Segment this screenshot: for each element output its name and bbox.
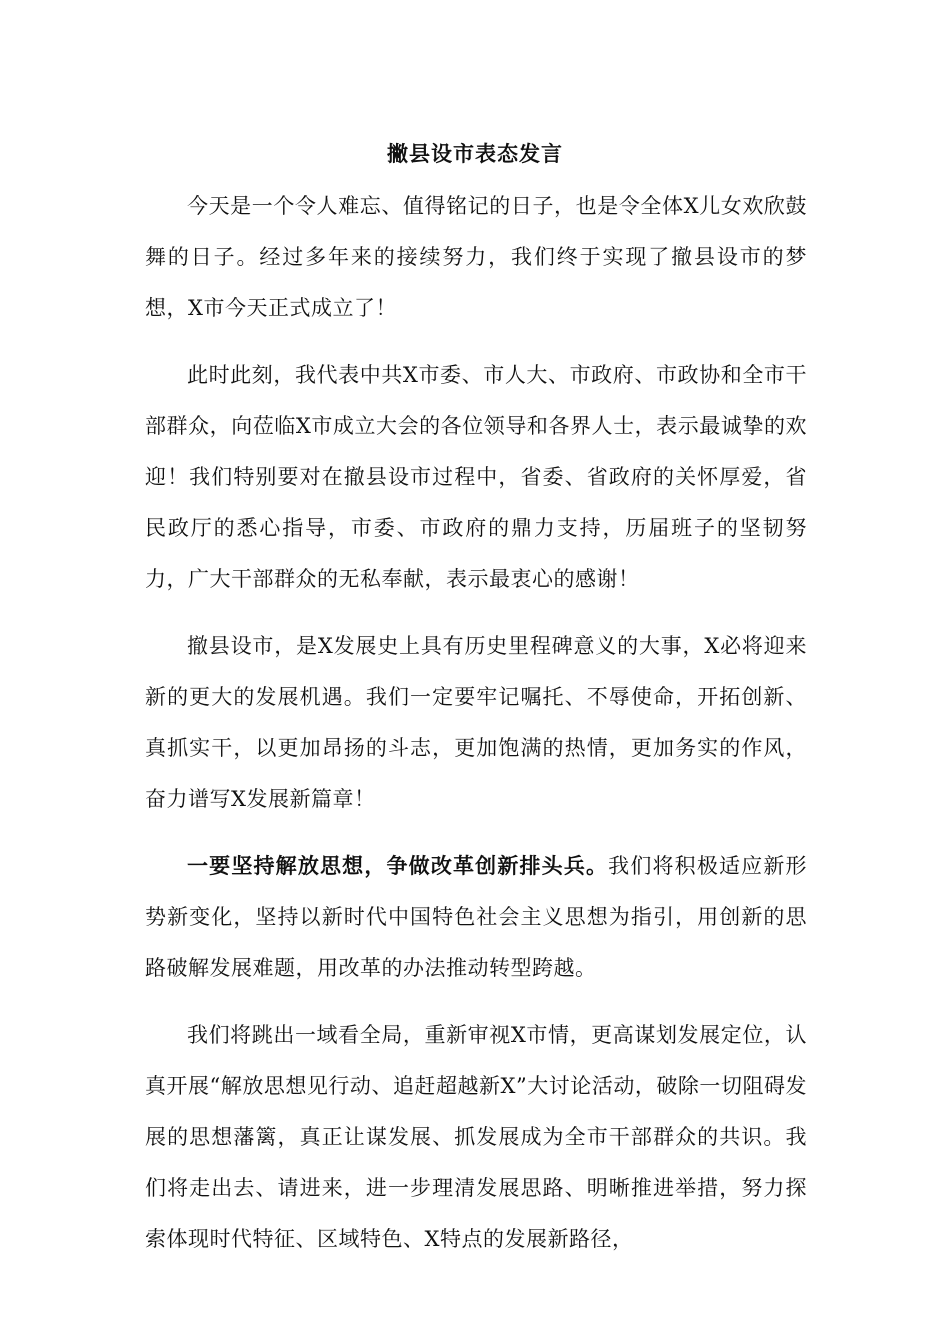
document-body <box>145 181 807 1281</box>
paragraph-text: 此时此刻，我代表中共X市委、市人大、市政府、市政协和全市干部群众，向莅临X市成立大会的各位领导和各界人士，表示最诚挚的欢迎！我们特别要对在撤县设市过程中，省委、省政府的关怀厚爱，省民政厅的悉心指导，市委、市政府的鼎力支持，历届班子的坚韧努力，广大干部群众的无私奉献，表示最衷心的感谢！ <box>145 363 807 591</box>
paragraph-text: 撤县设市，是X发展史上具有历史里程碑意义的大事，X必将迎来新的更大的发展机遇。我们一定要牢记嘱托、不辱使命，开拓创新、真抓实干，以更加昂扬的斗志，更加饱满的热情，更加务实的作风，奋力谱写X发展新篇章！ <box>145 634 807 811</box>
paragraph-4 <box>145 841 807 994</box>
paragraph-lead-heading: 一要坚持解放思想，争做改革创新排头兵。 <box>187 854 609 878</box>
paragraph-2 <box>145 350 807 605</box>
paragraph-text: 我们将积极适应新形势新变化，坚持以新时代中国特色社会主义思想为指引，用创新的思路破解发展难题，用改革的办法推动转型跨越。 <box>145 854 808 980</box>
paragraph-1 <box>145 181 807 334</box>
paragraph-text: 我们将跳出一域看全局，重新审视X市情，更高谋划发展定位，认真开展“解放思想见行动、追赶超越新X”大讨论活动，破除一切阻碍发展的思想藩篱，真正让谋发展、抓发展成为全市干部群众的共识。我们将走出去、请进来，进一步理清发展思路、明晰推进举措，努力探索体现时代特征、区域特色、X特点的发展新路径， <box>145 1023 807 1251</box>
paragraph-text: 今天是一个令人难忘、值得铭记的日子，也是令全体X儿女欢欣鼓舞的日子。经过多年来的接续努力，我们终于实现了撤县设市的梦想，X市今天正式成立了！ <box>145 194 807 320</box>
document-title: 撇县设市表态发言 <box>387 142 563 166</box>
paragraph-5 <box>145 1010 807 1265</box>
paragraph-3 <box>145 621 807 825</box>
